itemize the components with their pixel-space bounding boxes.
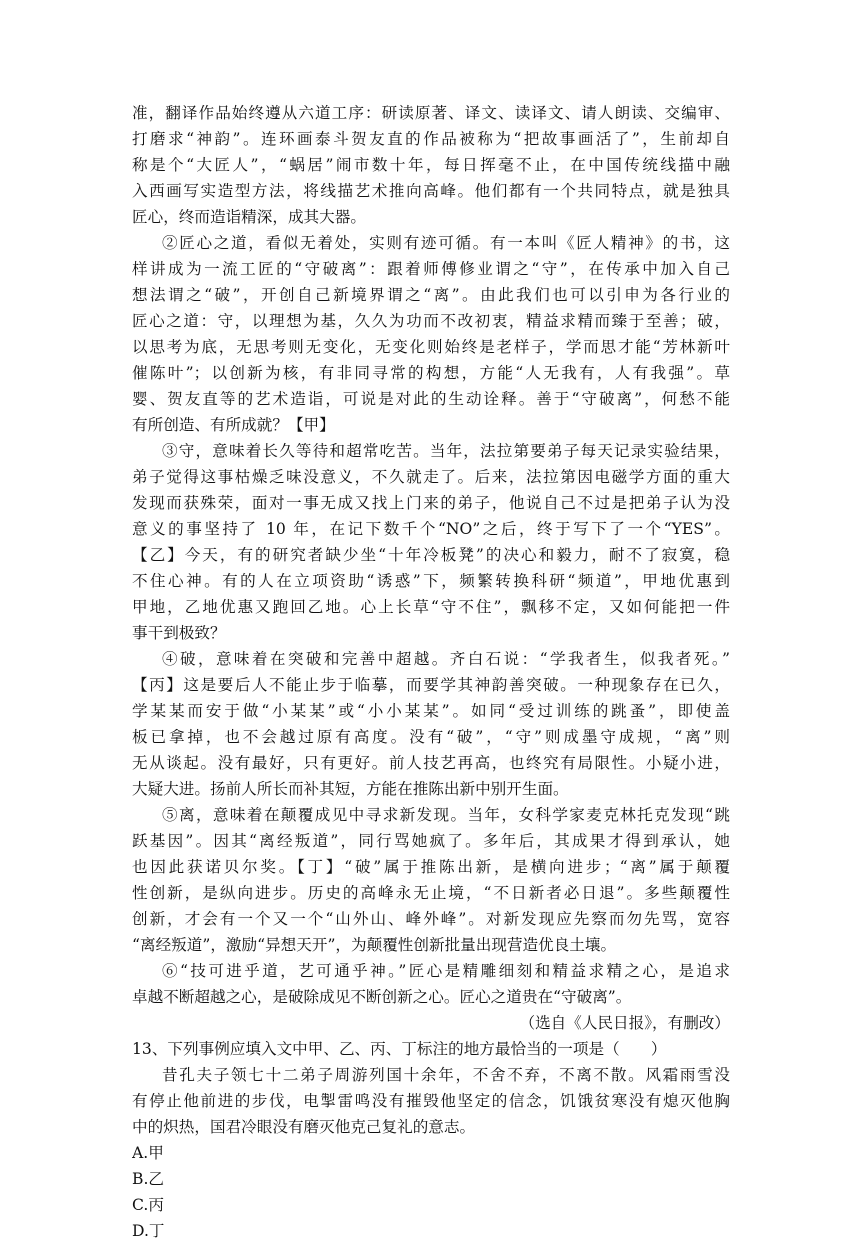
text-line: 入西画写实造型方法，将线描艺术推向高峰。他们都有一个共同特点，就是独具 (132, 182, 730, 200)
text-line: 无从谈起。没有最好，只有更好。前人技艺再高，也终究有局限性。小疑小进， (132, 754, 730, 772)
paragraph-6-start: ⑥“技可进乎道，艺可通乎神。”匠心是精雕细刻和精益求精之心，是追求 (162, 962, 730, 980)
text-line: 【乙】今天，有的研究者缺少坐“十年冷板凳”的决心和毅力，耐不了寂寞，稳 (132, 546, 730, 564)
text-line: 有所创造、有所成就？【甲】 (132, 416, 335, 434)
text-line: 大疑大进。扬前人所长而补其短，方能在推陈出新中别开生面。 (132, 780, 569, 798)
text-line: 意义的事坚持了 10 年，在记下数千个“NO”之后，终于写下了一个“YES”。 (132, 520, 730, 538)
text-line: 也因此获诺贝尔奖。【丁】“破”属于推陈出新，是横向进步；“离”属于颠覆 (132, 858, 730, 876)
text-line: 催陈叶”；以创新为核，有非同寻常的构想，方能“人无我有，人有我强”。草 (132, 364, 730, 382)
option-b: B.乙 (132, 1170, 165, 1188)
text-line: 中的炽热，国君冷眼没有磨灭他克己复礼的意志。 (132, 1118, 476, 1136)
text-line: 【丙】这是要后人不能止步于临摹，而要学其神韵善突破。一种现象存在已久， (132, 676, 730, 694)
option-d: D.丁 (132, 1222, 165, 1240)
text-line: 准，翻译作品始终遵从六道工序：研读原著、译文、读译文、请人朗读、交编审、 (132, 104, 730, 122)
text-line: 弟子觉得这事枯燥乏味没意义，不久就走了。后来，法拉第因电磁学方面的重大 (132, 468, 730, 486)
text-line: 板已拿掉，也不会越过原有高度。没有“破”，“守”则成墨守成规，“离”则 (132, 728, 730, 746)
option-a: A.甲 (132, 1144, 164, 1162)
paragraph-2-start: ②匠心之道，看似无着处，实则有迹可循。有一本叫《匠人精神》的书，这 (162, 234, 730, 252)
text-line: 样讲成为一流工匠的“守破离”：跟着师傅修业谓之“守”，在传承中加入自己 (132, 260, 730, 278)
text-line: 事干到极致？ (132, 624, 226, 642)
paragraph-4-start: ④破，意味着在突破和完善中超越。齐白石说：“学我者生，似我者死。” (162, 650, 730, 668)
text-line: 甲地，乙地优惠又跑回乙地。心上长草“守不住”，飘移不定，又如何能把一件 (132, 598, 730, 616)
text-line: 跃基因”。因其“离经叛道”，同行骂她疯了。多年后，其成果才得到承认，她 (132, 832, 730, 850)
question-13-stem: 13、下列事例应填入文中甲、乙、丙、丁标注的地方最恰当的一项是（ ） (132, 1040, 667, 1058)
text-line: 称是个“大匠人”，“蜗居”闹市数十年，每日挥毫不止，在中国传统线描中融 (132, 156, 730, 174)
paragraph-5-start: ⑤离，意味着在颠覆成见中寻求新发现。当年，女科学家麦克林托克发现“跳 (162, 806, 730, 824)
text-line: 匠心，终而造诣精深，成其大器。 (132, 208, 366, 226)
text-line: 不住心神。有的人在立项资助“诱惑”下，频繁转换科研“频道”，甲地优惠到 (132, 572, 730, 590)
text-line: 打磨求“神韵”。连环画泰斗贺友直的作品被称为“把故事画活了”，生前却自 (132, 130, 730, 148)
text-line: 想法谓之“破”，开创自己新境界谓之“离”。由此我们也可以引申为各行业的 (132, 286, 730, 304)
text-line: 学某某而安于做“小某某”或“小小某某”。如同“受过训练的跳蚤”，即使盖 (132, 702, 730, 720)
option-c: C.丙 (132, 1196, 164, 1214)
source-citation: （选自《人民日报》，有删改） (519, 1014, 730, 1032)
text-line: 卓越不断超越之心，是破除成见不断创新之心。匠心之道贵在“守破离”。 (132, 988, 632, 1006)
text-line: 性创新，是纵向进步。历史的高峰永无止境，“不日新者必日退”。多些颠覆性 (132, 884, 730, 902)
text-line: “离经叛道”，激励“异想天开”，为颠覆性创新批量出现营造优良土壤。 (132, 936, 617, 954)
text-line: 匠心之道：守，以理想为基，久久为功而不改初衷，精益求精而臻于至善；破， (132, 312, 730, 330)
text-line: 发现而获殊荣，面对一事无成又找上门来的弟子，他说自己不过是把弟子认为没 (132, 494, 730, 512)
question-material-start: 昔孔夫子领七十二弟子周游列国十余年，不舍不弃，不离不散。风霜雨雪没 (162, 1066, 730, 1084)
text-line: 有停止他前进的步伐，电掣雷鸣没有摧毁他坚定的信念，饥饿贫寒没有熄灭他胸 (132, 1092, 730, 1110)
text-line: 婴、贺友直等的艺术造诣，可说是对此的生动诠释。善于“守破离”，何愁不能 (132, 390, 730, 408)
paragraph-3-start: ③守，意味着长久等待和超常吃苦。当年，法拉第要弟子每天记录实验结果， (162, 442, 730, 460)
text-line: 创新，才会有一个又一个“山外山、峰外峰”。对新发现应先察而勿先骂，宽容 (132, 910, 730, 928)
text-line: 以思考为底，无思考则无变化，无变化则始终是老样子，学而思才能“芳林新叶 (132, 338, 730, 356)
